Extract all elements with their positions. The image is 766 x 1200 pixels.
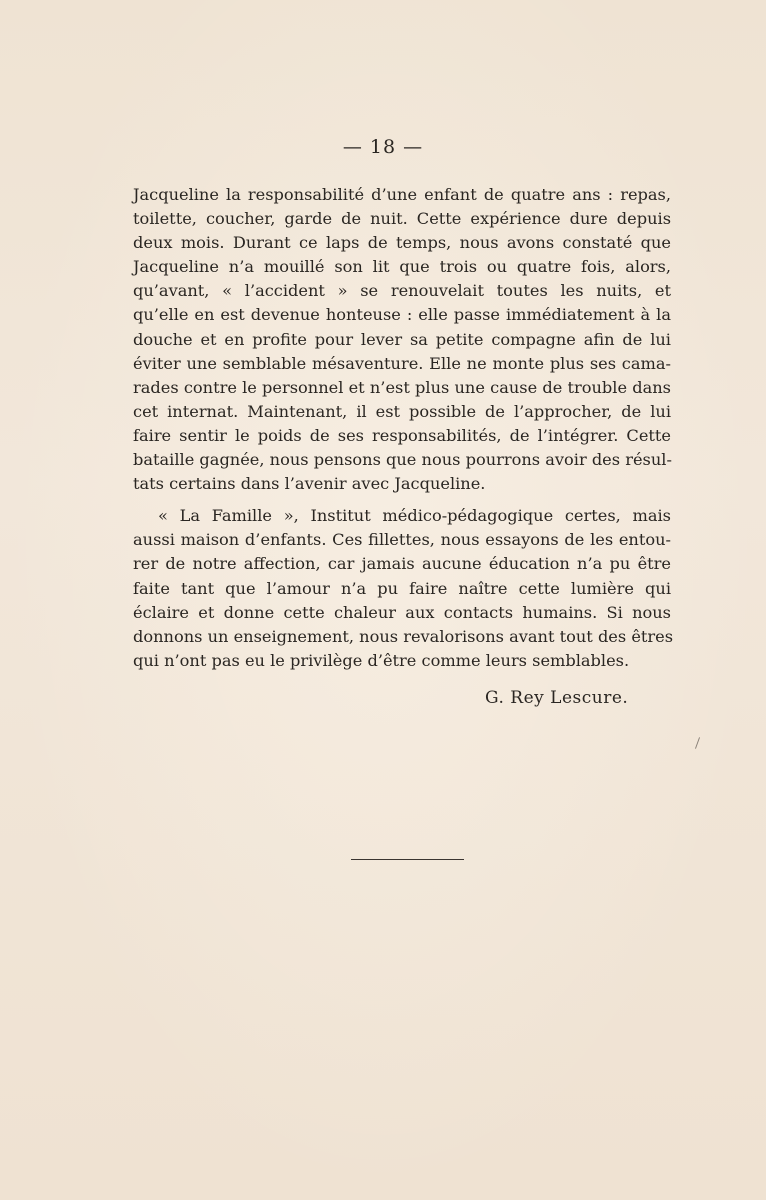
- text-line: faite tant que l’amour n’a pu faire naître cette lumière qui: [133, 578, 671, 598]
- text-line: douche et en profite pour lever sa petite compagne afin de lui: [133, 329, 671, 349]
- text-line: faire sentir le poids de ses responsabilités, de l’intégrer. Cette: [133, 425, 671, 445]
- paragraph-2: [133, 504, 674, 673]
- text-line: toilette, coucher, garde de nuit. Cette expérience dure depuis: [133, 209, 671, 229]
- paragraph-gap: [133, 496, 671, 504]
- text-line: aussi maison d’enfants. Ces fillettes, nous essayons de les entou-: [133, 530, 671, 550]
- text-line: cet internat. Maintenant, il est possible de l’approcher, de lui: [133, 401, 671, 421]
- text-line: « La Famille », Institut médico-pédagogique certes, mais: [158, 506, 671, 526]
- text-line: qu’elle en est devenue honteuse : elle passe immédiatement à la: [133, 305, 671, 325]
- text-line: tats certains dans l’avenir avec Jacqueline.: [133, 474, 486, 494]
- page-number: — 18 —: [342, 136, 424, 158]
- text-line: éclaire et donne cette chaleur aux contacts humains. Si nous: [133, 602, 671, 622]
- text-line: rades contre le personnel et n’est plus une cause de trouble dans: [133, 377, 671, 397]
- text-line: Jacqueline n’a mouillé son lit que trois ou quatre fois, alors,: [133, 257, 671, 277]
- body-text: [133, 183, 674, 673]
- stray-mark: [695, 737, 700, 749]
- text-line: deux mois. Durant ce laps de temps, nous avons constaté que: [133, 233, 671, 253]
- text-line: bataille gagnée, nous pensons que nous pourrons avoir des résul-: [133, 450, 672, 470]
- text-line: qu’avant, « l’accident » se renouvelait toutes les nuits, et: [133, 281, 671, 301]
- text-line: éviter une semblable mésaventure. Elle ne monte plus ses cama-: [133, 353, 671, 373]
- text-line: donnons un enseignement, nous revalorisons avant tout des êtres: [133, 626, 674, 646]
- paragraph-1: [133, 183, 671, 496]
- author-signature: G. Rey Lescure.: [485, 688, 629, 708]
- text-line: Jacqueline la responsabilité d’une enfant de quatre ans : repas,: [133, 185, 671, 204]
- end-rule: [351, 859, 464, 860]
- text-line: qui n’ont pas eu le privilège d’être comme leurs semblables.: [133, 650, 630, 670]
- text-line: rer de notre affection, car jamais aucune éducation n’a pu être: [133, 554, 671, 574]
